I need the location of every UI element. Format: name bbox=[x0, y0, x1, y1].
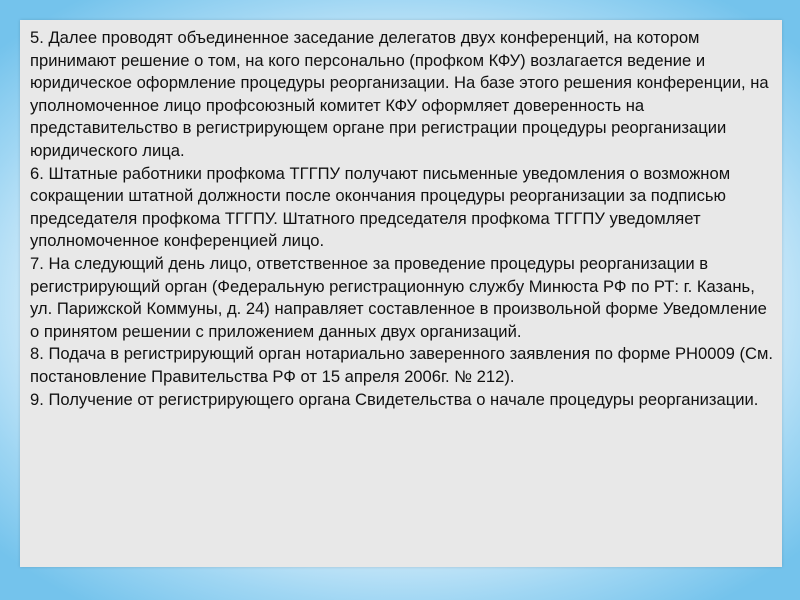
paragraph-item-5: 5. Далее проводят объединенное заседание делегатов двух конференций, на котором принимают решение о том, на кого персонально (профком КФУ) возлагается ведение и юридическое оформление процедуры реорганизации. На базе этого решения конференции, на уполномоченное лицо профсоюзный комитет КФУ оформляет доверенность на представительство в регистрирующем органе при регистрации процедуры реорганизации юридического лица. bbox=[30, 28, 769, 160]
paragraph-item-9: 9. Получение от регистрирующего органа Свидетельства о начале процедуры реорганизации. bbox=[30, 389, 759, 409]
paragraph-item-8: 8. Подача в регистрирующий орган нотариально заверенного заявления по форме РН0009 (См. постановление Правительства РФ от 15 апреля 2006г. № 212). bbox=[30, 344, 774, 386]
paragraph-item-6: 6. Штатные работники профкома ТГГПУ получают письменные уведомления о возможном сокращении штатной должности после окончания процедуры реорганизации за подписью председателя профкома ТГГПУ. Штатного председателя профкома ТГГПУ уведомляет уполномоченное конференцией лицо. bbox=[30, 163, 731, 251]
body-text bbox=[30, 27, 780, 411]
paragraph-item-7: 7. На следующий день лицо, ответственное за проведение процедуры реорганизации в регистрирующий орган (Федеральную регистрационную службу Минюста РФ по РТ: г. Казань, ул. Парижской Коммуны, д. 24) направляет составленное в произвольной форме Уведомление о принятом решении с приложением данных двух организаций. bbox=[30, 253, 767, 341]
